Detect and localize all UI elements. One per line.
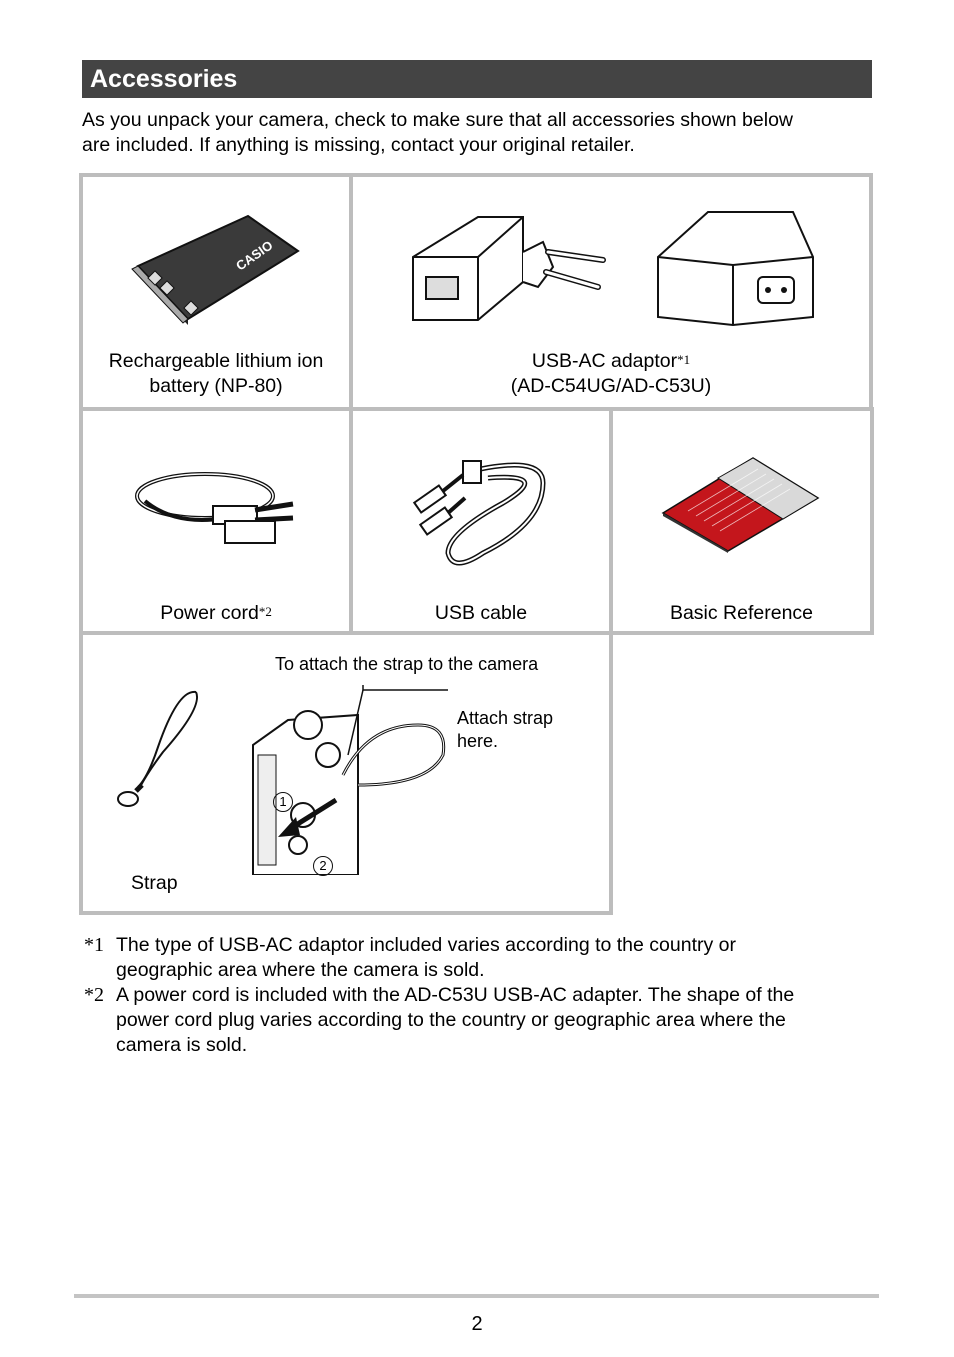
footnote-2-mark: *2 [84, 984, 104, 1006]
footer-divider [74, 1294, 879, 1298]
strap-step-1: 1 [273, 792, 293, 812]
power-cord-footnote-mark: *2 [258, 604, 272, 619]
adaptor-label: USB-AC adaptor [531, 350, 678, 372]
battery-illustration [128, 211, 308, 326]
footnotes [84, 933, 874, 1058]
strap-callout [457, 707, 553, 753]
basic-reference-illustration [658, 453, 823, 553]
power-cord-label: Power cord [160, 602, 259, 624]
strap-instruction: To attach the strap to the camera [275, 654, 539, 674]
footnote-2-line-2: power cord plug varies according to the country or geographic area where the [116, 1009, 786, 1031]
footnote-1-line-2: geographic area where the camera is sold. [116, 959, 485, 981]
power-cord-caption [83, 601, 349, 626]
usb-cable-illustration [393, 443, 573, 578]
power-cord-illustration [135, 466, 305, 551]
page-number: 2 [471, 1313, 483, 1335]
section-title: Accessories [82, 60, 872, 98]
adaptor-caption-line-2: (AD-C54UG/AD-C53U) [510, 375, 712, 397]
battery-caption-line-2: battery (NP-80) [149, 375, 283, 397]
cell-battery [79, 173, 353, 411]
adaptor-box-illustration [653, 207, 818, 329]
adaptor-plug-illustration [408, 212, 608, 327]
footnote-2-line-3: camera is sold. [116, 1034, 248, 1056]
intro-line-1: As you unpack your camera, check to make sure that all accessories shown below [82, 109, 794, 131]
cell-usb-cable [349, 407, 613, 635]
footnote-2-line-1: A power cord is included with the AD-C53U USB-AC adapter. The shape of the [116, 984, 795, 1006]
usb-cable-caption: USB cable [434, 602, 528, 624]
cell-power-cord [79, 407, 353, 635]
strap-caption: Strap [131, 872, 178, 894]
battery-brand: CASIO [233, 237, 276, 274]
strap-callout-line-1: Attach strap [457, 708, 554, 728]
cell-strap [79, 631, 613, 915]
basic-reference-caption: Basic Reference [669, 602, 814, 624]
strap-step-2: 2 [313, 856, 333, 876]
footnote-1-line-1: The type of USB-AC adaptor included varies according to the country or [116, 934, 736, 956]
footnote-2 [84, 983, 874, 1058]
battery-caption-line-1: Rechargeable lithium ion [108, 350, 324, 372]
strap-step-markers [279, 752, 411, 873]
adaptor-caption [353, 349, 869, 399]
intro-paragraph [82, 108, 872, 158]
battery-caption [83, 349, 349, 399]
adaptor-footnote-mark: *1 [677, 352, 691, 367]
cell-usb-ac-adaptor [349, 173, 873, 411]
footnote-1 [84, 933, 874, 983]
footnote-1-mark: *1 [84, 934, 104, 956]
strap-illustration [108, 687, 203, 812]
intro-line-2: are included. If anything is missing, contact your original retailer. [82, 134, 635, 156]
cell-basic-reference [609, 407, 874, 635]
strap-callout-line-2: here. [457, 731, 499, 751]
adaptor-caption-line-1 [353, 349, 869, 374]
